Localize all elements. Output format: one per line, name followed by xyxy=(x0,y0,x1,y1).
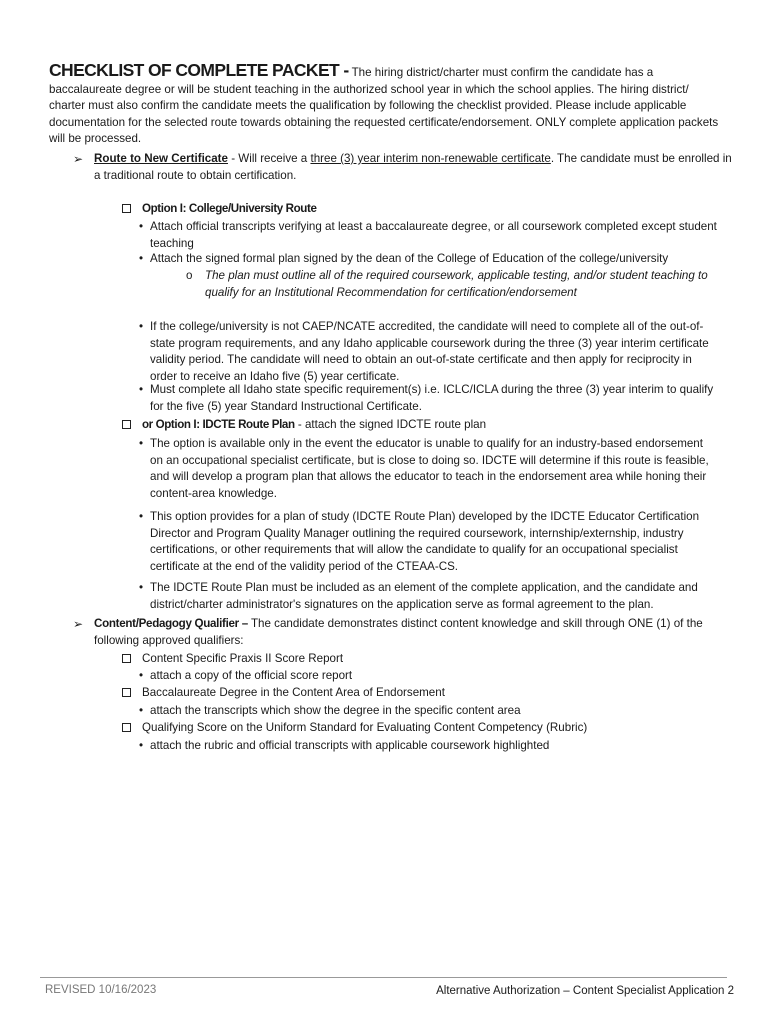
bullet-text: If the college/university is not CAEP/NCATE accredited, the candidate will need to complete all of the out-of-state program requirements, and any Idaho applicable coursework during the three (3) year interim certificate validity period. The candidate will need to obtain an out-of-state certificate and then apply for reciprocity in order to receive an Idaho five (5) year certificate. xyxy=(150,320,709,383)
bullet-icon: • xyxy=(139,669,144,682)
page-title: CHECKLIST OF COMPLETE PACKET - xyxy=(49,60,349,80)
route-label: Content/Pedagogy Qualifier – xyxy=(94,617,248,630)
checkbox-icon[interactable] xyxy=(122,723,131,732)
list-item xyxy=(139,436,719,502)
qualifier-rubric xyxy=(122,720,722,737)
intro-paragraph xyxy=(49,62,724,148)
circle-bullet-icon: o xyxy=(186,269,193,282)
list-item xyxy=(139,319,719,385)
list-item xyxy=(139,703,719,720)
intro-text: The hiring district/charter must confirm the candidate has a baccalaureate degree or will be student teaching in the authorized school year in which the school applies. The hiring district/ charter must also confirm the candidate meets the qualification by following the checklist provided. Please include applicable documentation for the selected route towards obtaining the requested certificate/endorsement. ONLY complete application packets will be processed. xyxy=(49,66,719,145)
route-pre-text: - Will receive a xyxy=(228,152,311,165)
bullet-text: The IDCTE Route Plan must be included as an element of the complete application, and the candidate and district/charter administrator's signatures on the application serve as formal agreement to the plan. xyxy=(150,581,698,611)
footer-divider xyxy=(40,977,727,978)
bullet-icon: • xyxy=(139,220,144,233)
bullet-text: Attach official transcripts verifying at least a baccalaureate degree, or all coursework completed except student teaching xyxy=(150,220,717,250)
qualifier-label: Qualifying Score on the Uniform Standard for Evaluating Content Competency (Rubric) xyxy=(142,721,588,734)
bullet-icon: • xyxy=(139,320,144,333)
sub-bullet-text: The plan must outline all of the required coursework, applicable testing, and/or student teaching to qualify for an Institutional Recommendation for certification/endorsement xyxy=(205,269,708,299)
bullet-text: attach the rubric and official transcripts with applicable coursework highlighted xyxy=(150,739,550,752)
list-item xyxy=(139,668,719,685)
qualifier-label: Baccalaureate Degree in the Content Area of Endorsement xyxy=(142,686,445,699)
arrow-bullet-icon: ➢ xyxy=(73,617,84,631)
bullet-icon: • xyxy=(139,510,144,523)
bullet-icon: • xyxy=(139,437,144,450)
checkbox-icon[interactable] xyxy=(122,688,131,697)
bullet-text: Attach the signed formal plan signed by the dean of the College of Education of the college/university xyxy=(150,252,669,265)
option-label: Option I: College/University Route xyxy=(142,202,317,215)
bullet-icon: • xyxy=(139,581,144,594)
option-idcte-route xyxy=(122,417,722,434)
bullet-icon: • xyxy=(139,704,144,717)
qualifier-label: Content Specific Praxis II Score Report xyxy=(142,652,344,665)
bullet-icon: • xyxy=(139,252,144,265)
route-content-qualifier xyxy=(73,616,733,649)
checkbox-icon[interactable] xyxy=(122,654,131,663)
route-post-text: . The candidate must be enrolled in a traditional route to obtain certification. xyxy=(94,152,732,182)
route-label: Route to New Certificate xyxy=(94,152,228,165)
list-item xyxy=(139,580,719,613)
bullet-text: Must complete all Idaho state specific requirement(s) i.e. ICLC/ICLA during the three (3) year interim to qualify for the five (5) year Standard Instructional Certificate. xyxy=(150,383,714,413)
list-item xyxy=(139,251,719,268)
option-label: or Option I: IDCTE Route Plan xyxy=(142,418,295,431)
bullet-icon: • xyxy=(139,383,144,396)
list-item xyxy=(139,219,719,252)
footer-document-title: Alternative Authorization – Content Specialist Application 2 xyxy=(436,985,734,997)
route-underlined-text: three (3) year interim non-renewable certificate xyxy=(310,152,551,165)
list-item xyxy=(139,382,719,415)
route-text: The candidate demonstrates distinct content knowledge and skill through ONE (1) of the following approved qualifiers: xyxy=(94,617,703,647)
sub-list-item xyxy=(186,268,731,301)
qualifier-degree xyxy=(122,685,722,702)
bullet-text: The option is available only in the event the educator is unable to qualify for an industry-based endorsement on an occupational specialist certificate, but is close to doing so. IDCTE will determine if this route is feasible, and will develop a program plan that allows the educator to teach in the endorsement area while honing their content-area knowledge. xyxy=(150,437,709,500)
qualifier-praxis xyxy=(122,651,722,668)
option-suffix: - attach the signed IDCTE route plan xyxy=(294,418,487,431)
bullet-icon: • xyxy=(139,739,144,752)
option-college-route xyxy=(122,201,722,218)
checkbox-icon[interactable] xyxy=(122,420,131,429)
route-new-certificate xyxy=(73,151,733,184)
arrow-bullet-icon: ➢ xyxy=(73,152,84,166)
checkbox-icon[interactable] xyxy=(122,204,131,213)
bullet-text: attach the transcripts which show the degree in the specific content area xyxy=(150,704,521,717)
bullet-text: This option provides for a plan of study (IDCTE Route Plan) developed by the IDCTE Educator Certification Director and Program Quality Manager outlining the required coursework, internship/externship, industry certifications, or other requirements that will allow the candidate to qualify for an occupational specialist certificate at the end of the validity period of the CTEAA-CS. xyxy=(150,510,700,573)
bullet-text: attach a copy of the official score report xyxy=(150,669,353,682)
list-item xyxy=(139,738,719,755)
footer-revised-date: REVISED 10/16/2023 xyxy=(45,984,157,996)
list-item xyxy=(139,509,719,575)
